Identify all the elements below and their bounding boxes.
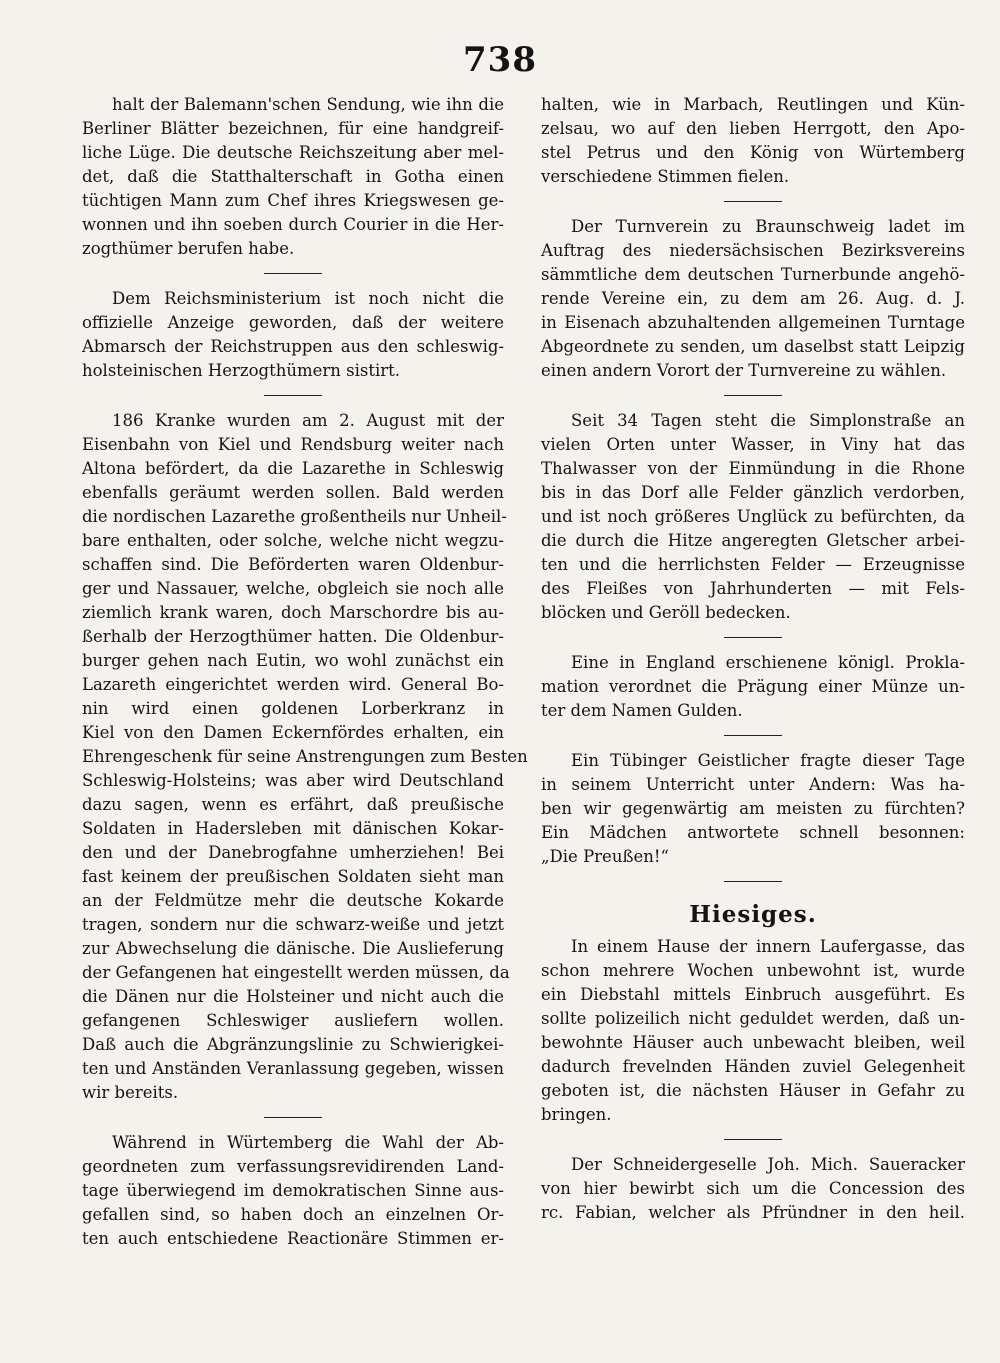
left-column bbox=[82, 93, 528, 1251]
text-line: Daß auch die Abgränzungslinie zu Schwierigkei- bbox=[82, 1035, 504, 1054]
text-line: schaffen sind. Die Beförderten waren Oldenbur- bbox=[82, 555, 504, 574]
text-line: Kiel von den Damen Eckernfördes erhalten, ein bbox=[82, 723, 504, 742]
text-line: blöcken und Geröll bedecken. bbox=[541, 603, 791, 622]
text-line: Altona befördert, da die Lazarethe in Schleswig bbox=[82, 459, 504, 478]
text-line: ben wir gegenwärtig am meisten zu fürchten? bbox=[541, 799, 965, 818]
text-line: Abgeordnete zu senden, um daselbst statt Leipzig bbox=[541, 337, 965, 356]
section-heading: Hiesiges. bbox=[689, 901, 817, 928]
section-divider bbox=[541, 625, 965, 651]
text-line: Abmarsch der Reichstruppen aus den schleswig- bbox=[82, 337, 504, 356]
text-line: rende Vereine ein, zu dem am 26. Aug. d. J. bbox=[541, 289, 965, 308]
article-paragraph bbox=[82, 1131, 504, 1251]
text-line: bis in das Dorf alle Felder gänzlich verdorben, bbox=[541, 483, 965, 502]
text-line: in Eisenach abzuhaltenden allgemeinen Turntage bbox=[541, 313, 965, 332]
text-line: Während in Würtemberg die Wahl der Ab- bbox=[112, 1133, 504, 1152]
right-column bbox=[541, 93, 965, 1225]
text-line: ten auch entschiedene Reactionäre Stimmen er- bbox=[82, 1229, 504, 1248]
text-line: Thalwasser von der Einmündung in die Rhone bbox=[541, 459, 965, 478]
text-line: ein Diebstahl mittels Einbruch ausgeführt. Es bbox=[541, 985, 965, 1004]
text-line: gefallen sind, so haben doch an einzelnen Or- bbox=[82, 1205, 504, 1224]
text-line: der Gefangenen hat eingestellt werden müssen, da bbox=[82, 963, 510, 982]
text-line: dadurch frevelnden Händen zuviel Gelegenheit bbox=[541, 1057, 965, 1076]
text-line: nin wird einen goldenen Lorberkranz in bbox=[82, 699, 504, 718]
text-line: zur Abwechselung die dänische. Die Auslieferung bbox=[82, 939, 504, 958]
section-divider bbox=[82, 383, 504, 409]
text-line: sämmtliche dem deutschen Turnerbunde angehö- bbox=[541, 265, 965, 284]
text-line: Schleswig-Holsteins; was aber wird Deutschland bbox=[82, 771, 504, 790]
text-line: bewohnte Häuser auch unbewacht bleiben, weil bbox=[541, 1033, 965, 1052]
text-line: vielen Orten unter Wasser, in Viny hat das bbox=[541, 435, 965, 454]
text-line: ziemlich krank waren, doch Marschordre bis au- bbox=[82, 603, 504, 622]
text-line: halten, wie in Marbach, Reutlingen und Kün- bbox=[541, 95, 965, 114]
text-line: Dem Reichsministerium ist noch nicht die bbox=[112, 289, 504, 308]
text-line: zogthümer berufen habe. bbox=[82, 239, 295, 258]
article-paragraph bbox=[541, 93, 965, 189]
text-line: geordneten zum verfassungsrevidirenden Land- bbox=[82, 1157, 504, 1176]
text-line: tage überwiegend im demokratischen Sinne aus- bbox=[82, 1181, 504, 1200]
text-line: wir bereits. bbox=[82, 1083, 179, 1102]
text-line: 186 Kranke wurden am 2. August mit der bbox=[112, 411, 504, 430]
text-line: det, daß die Statthalterschaft in Gotha einen bbox=[82, 167, 504, 186]
text-line: einen andern Vorort der Turnvereine zu wählen. bbox=[541, 361, 947, 380]
article-paragraph bbox=[82, 409, 528, 1105]
text-line: zelsau, wo auf den lieben Herrgott, den Apo- bbox=[541, 119, 965, 138]
article-paragraph bbox=[541, 409, 965, 625]
section-divider bbox=[541, 189, 965, 215]
text-line: ebenfalls geräumt werden sollen. Bald werden bbox=[82, 483, 504, 502]
text-line: tüchtigen Mann zum Chef ihres Kriegswesen ge- bbox=[82, 191, 504, 210]
text-line: Auftrag des niedersächsischen Bezirksvereins bbox=[541, 241, 965, 260]
text-line: „Die Preußen!“ bbox=[541, 847, 669, 866]
section-divider bbox=[82, 261, 504, 287]
text-line: die nordischen Lazarethe großentheils nur Unheil- bbox=[82, 507, 507, 526]
text-line: rc. Fabian, welcher als Pfründner in den heil. bbox=[541, 1203, 965, 1222]
section-divider bbox=[541, 869, 965, 895]
text-line: gefangenen Schleswiger ausliefern wollen. bbox=[82, 1011, 504, 1030]
text-line: Der Schneidergeselle Joh. Mich. Saueracker bbox=[571, 1155, 965, 1174]
text-line: Eine in England erschienene königl. Prokla- bbox=[571, 653, 965, 672]
text-line: dazu sagen, wenn es erfährt, daß preußische bbox=[82, 795, 504, 814]
article-paragraph bbox=[541, 935, 965, 1127]
text-line: Ein Mädchen antwortete schnell besonnen: bbox=[541, 823, 965, 842]
section-divider bbox=[541, 723, 965, 749]
text-line: Soldaten in Hadersleben mit dänischen Kokar- bbox=[82, 819, 504, 838]
text-line: Berliner Blätter bezeichnen, für eine handgreif- bbox=[82, 119, 504, 138]
text-line: die durch die Hitze angeregten Gletscher arbei- bbox=[541, 531, 965, 550]
article-paragraph bbox=[541, 215, 965, 383]
section-divider bbox=[82, 1105, 504, 1131]
text-line: die Dänen nur die Holsteiner und nicht auch die bbox=[82, 987, 504, 1006]
text-line: Ehrengeschenk für seine Anstrengungen zum Besten bbox=[82, 747, 528, 766]
text-line: an der Feldmütze mehr die deutsche Kokarde bbox=[82, 891, 504, 910]
text-line: wonnen und ihn soeben durch Courier in die Her- bbox=[82, 215, 504, 234]
article-paragraph bbox=[541, 749, 965, 869]
text-line: In einem Hause der innern Laufergasse, das bbox=[571, 937, 965, 956]
text-line: ten und die herrlichsten Felder — Erzeugnisse bbox=[541, 555, 965, 574]
text-line: halt der Balemann'schen Sendung, wie ihn die bbox=[112, 95, 504, 114]
page-number: 738 bbox=[463, 40, 537, 80]
text-line: Ein Tübinger Geistlicher fragte dieser Tage bbox=[571, 751, 965, 770]
text-line: ger und Nassauer, welche, obgleich sie noch alle bbox=[82, 579, 504, 598]
text-line: des Fleißes von Jahrhunderten — mit Fels- bbox=[541, 579, 965, 598]
text-line: Seit 34 Tagen steht die Simplonstraße an bbox=[571, 411, 965, 430]
article-paragraph bbox=[541, 1153, 965, 1225]
article-paragraph bbox=[541, 651, 965, 723]
text-line: den und der Danebrogfahne umherziehen! Bei bbox=[82, 843, 504, 862]
text-line: liche Lüge. Die deutsche Reichszeitung aber mel- bbox=[82, 143, 504, 162]
text-line: fast keinem der preußischen Soldaten sieht man bbox=[82, 867, 504, 886]
text-line: tragen, sondern nur die schwarz-weiße und jetzt bbox=[82, 915, 504, 934]
text-line: geboten ist, die nächsten Häuser in Gefahr zu bbox=[541, 1081, 965, 1100]
text-line: bringen. bbox=[541, 1105, 612, 1124]
text-line: schon mehrere Wochen unbewohnt ist, wurde bbox=[541, 961, 965, 980]
text-line: Der Turnverein zu Braunschweig ladet im bbox=[571, 217, 965, 236]
text-line: ter dem Namen Gulden. bbox=[541, 701, 743, 720]
text-line: bare enthalten, oder solche, welche nicht wegzu- bbox=[82, 531, 504, 550]
text-line: Eisenbahn von Kiel und Rendsburg weiter nach bbox=[82, 435, 504, 454]
text-line: stel Petrus und den König von Würtemberg bbox=[541, 143, 965, 162]
section-divider bbox=[541, 1127, 965, 1153]
text-line: holsteinischen Herzogthümern sistirt. bbox=[82, 361, 401, 380]
text-line: offizielle Anzeige geworden, daß der weitere bbox=[82, 313, 504, 332]
text-line: von hier bewirbt sich um die Concession des bbox=[541, 1179, 965, 1198]
text-line: burger gehen nach Eutin, wo wohl zunächst ein bbox=[82, 651, 504, 670]
text-line: in seinem Unterricht unter Andern: Was ha- bbox=[541, 775, 965, 794]
text-line: sollte polizeilich nicht geduldet werden, daß un- bbox=[541, 1009, 965, 1028]
text-line: verschiedene Stimmen fielen. bbox=[541, 167, 790, 186]
article-paragraph bbox=[82, 287, 504, 383]
text-line: und ist noch größeres Unglück zu befürchten, da bbox=[541, 507, 965, 526]
text-line: Lazareth eingerichtet werden wird. General Bo- bbox=[82, 675, 504, 694]
section-divider bbox=[541, 383, 965, 409]
article-paragraph bbox=[82, 93, 504, 261]
text-line: mation verordnet die Prägung einer Münze un- bbox=[541, 677, 965, 696]
text-line: ten und Anständen Veranlassung gegeben, wissen bbox=[82, 1059, 504, 1078]
text-line: ßerhalb der Herzogthümer hatten. Die Oldenbur- bbox=[82, 627, 504, 646]
